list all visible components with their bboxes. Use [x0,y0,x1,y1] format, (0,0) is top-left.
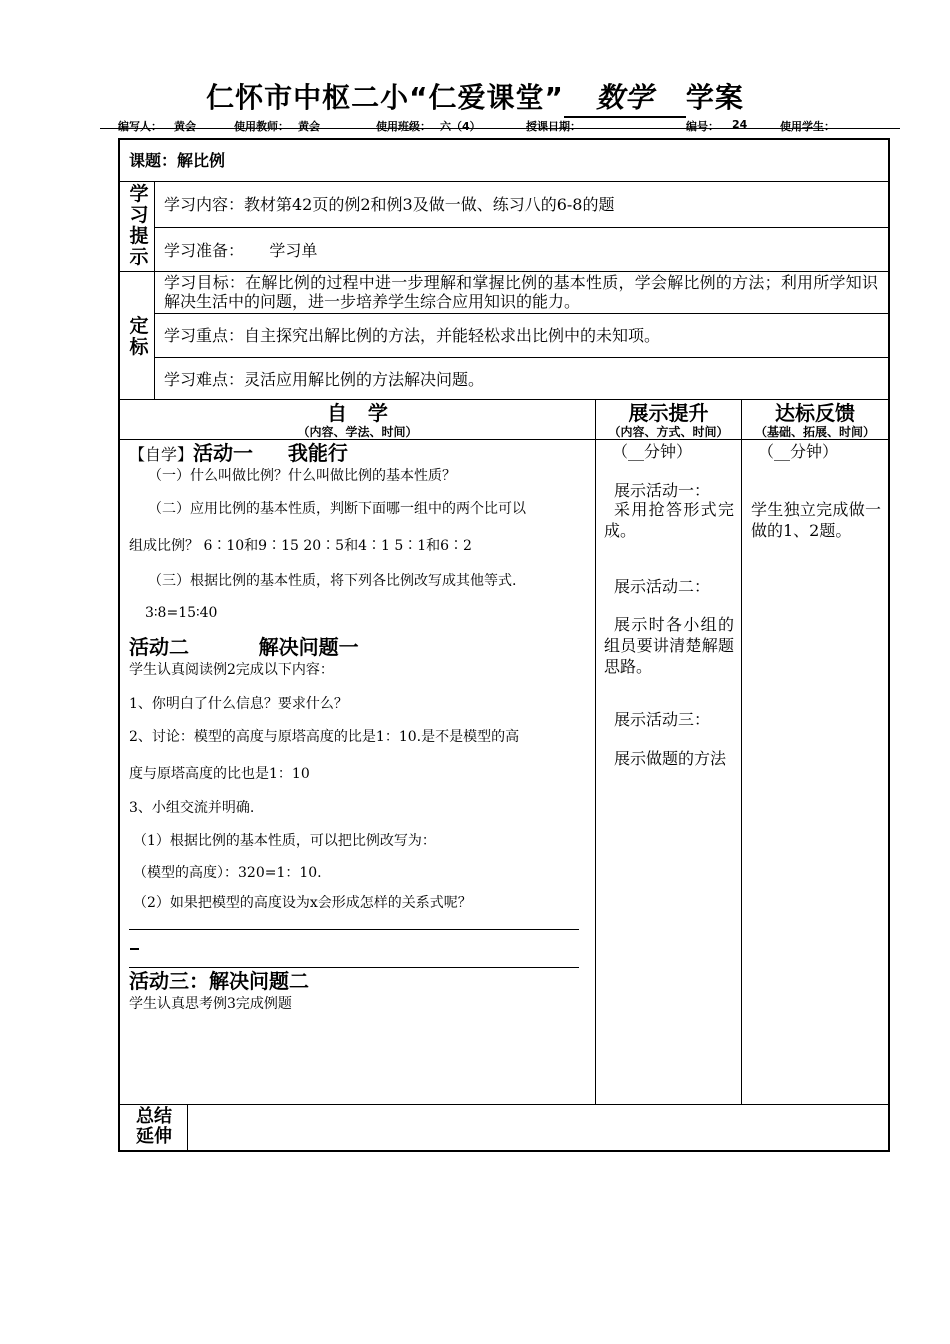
step-2-line2: 度与原塔高度的比也是1：10 [129,766,310,782]
step-1: 1、你明白了什么信息？要求什么？ [129,696,348,712]
question-2-line1: （二）应用比例的基本性质，判断下面哪一组中的两个比可以 [148,501,526,517]
hints-prep: 学习准备： 学习单 [164,241,318,260]
answer-line-2 [129,967,579,968]
activity-3-title: 活动三：解决问题二 [129,969,309,993]
activity-2-title: 活动二 解决问题一 [129,635,359,659]
show-activity-3-body: 展示做题的方法 [614,749,727,768]
number-value: 24 [732,118,748,131]
question-2-line2: 组成比例？ 6∶10和9∶15 20∶5和4∶1 5∶1和6∶2 [129,538,472,554]
rule-goal [154,313,888,314]
col-feedback-title: 达标反馈 [775,401,855,425]
rule-label-col [154,181,155,399]
meta-underline [100,128,900,129]
show-activity-2-title: 展示活动二： [614,577,711,596]
rule-hints [120,271,888,272]
hints-label: 学习提示 [129,183,149,268]
activity-3-intro: 学生认真思考例3完成例题 [129,996,292,1012]
question-3: （三）根据比例的基本性质，将下列各比例改写成其他等式. [148,573,517,589]
goals-label: 定标 [129,315,149,358]
col-feedback-header [742,401,888,439]
show-activity-3-title: 展示活动三： [614,710,711,729]
show-activity-1-title: 展示活动一： [614,481,711,500]
learning-goal: 学习目标：在解比例的过程中进一步理解和掌握比例的基本性质，学会解比例的方法；利用所学知识解决生活中的问题，进一步培养学生综合应用知识的能力。 [164,273,878,311]
answer-line-1 [129,929,579,930]
show-time: （__分钟） [612,442,693,461]
col-self-study-title: 自 学 [327,401,388,425]
step-3-2: （2）如果把模型的高度设为x会形成怎样的关系式呢？ [133,895,472,911]
activity-1-heading [129,441,348,465]
step-2-line1: 2、讨论：模型的高度与原塔高度的比是1：10.是不是模型的高 [129,729,520,745]
step-3-equation: （模型的高度）：320=1：10. [133,865,322,881]
class-value: 六（4） [440,120,481,133]
rule-colhead [120,439,888,440]
question-3-equation: 3∶8=15∶40 [145,605,218,621]
summary-label: 总结延伸 [136,1106,172,1147]
activity-1-tag: 【自学】 [129,445,194,464]
col-self-study-sub: （内容、学法、时间） [297,425,418,439]
rule-col1 [595,399,596,1104]
teacher-value: 黄会 [298,120,320,133]
show-activity-2-body: 展示时各小组的组员要讲清楚解题思路。 [604,615,734,676]
author-label: 编写人： [118,120,162,133]
col-show-title: 展示提升 [628,401,709,425]
class-label: 使用班级： [376,120,431,133]
hints-content: 学习内容：教材第42页的例2和例3及做一做、练习八的6-8的题 [164,195,615,214]
learning-difficulty: 学习难点：灵活应用解比例的方法解决问题。 [164,370,485,389]
rule-goals [120,399,888,400]
title-prefix: 仁怀市中枢二小“仁爱课堂” [206,81,564,114]
subject-name: 数学 [564,76,686,118]
number-label: 编号： [686,120,719,133]
show-activity-1-body: 采用抢答形式完成。 [604,500,734,540]
step-3: 3、小组交流并明确. [129,800,255,816]
activity-2-intro: 学生认真阅读例2完成以下内容： [129,662,334,678]
col-show-sub: （内容、方式、时间） [608,425,729,439]
col-self-study-header [120,401,595,439]
topic: 课题：解比例 [129,151,226,170]
col-show-header [596,401,741,439]
teacher-label: 使用教师： [234,120,289,133]
step-3-1: （1）根据比例的基本性质，可以把比例改写为： [133,833,436,849]
title-suffix: 学案 [685,81,744,114]
activity-1-title: 活动一 我能行 [193,441,348,465]
col-feedback-sub: （基础、拓展、时间） [754,425,875,439]
feedback-time: （__分钟） [758,442,839,461]
rule-col2 [741,399,742,1104]
answer-line-stub [130,948,139,950]
rule-hints-mid [154,227,888,228]
rule-summary-col [187,1104,188,1150]
feedback-body: 学生独立完成做一做的1、2题。 [751,500,881,540]
author-value: 黄会 [174,120,196,133]
learning-focus: 学习重点：自主探究出解比例的方法，并能轻松求出比例中的未知项。 [164,326,661,345]
date-label: 授课日期： [526,120,581,133]
page-title [0,76,950,118]
rule-summary [120,1104,888,1105]
rule-topic [120,181,888,182]
student-label: 使用学生： [780,120,835,133]
question-1: （一）什么叫做比例？什么叫做比例的基本性质？ [148,468,456,484]
rule-focus [154,357,888,358]
